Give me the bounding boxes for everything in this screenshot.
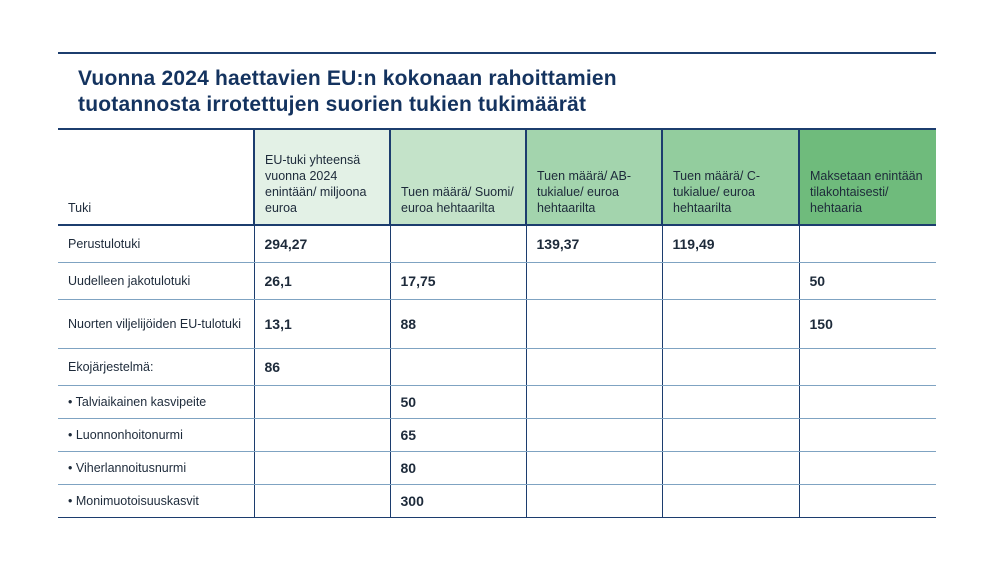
cell-ab-area — [526, 386, 662, 419]
table-row — [58, 263, 936, 300]
header-amount-finland: Tuen määrä/ Suomi/ euroa hehtaarilta — [390, 129, 526, 225]
cell-max-hectares — [799, 485, 936, 518]
header-tuki: Tuki — [58, 129, 254, 225]
cell-c-area — [662, 419, 799, 452]
support-amounts-table — [58, 128, 936, 518]
cell-eu-total: 26,1 — [254, 263, 390, 300]
table-row — [58, 419, 936, 452]
cell-finland — [390, 349, 526, 386]
cell-max-hectares — [799, 452, 936, 485]
cell-finland: 300 — [390, 485, 526, 518]
header-max-hectares: Maksetaan enintään tilakohtaisesti/ hehtaaria — [799, 129, 936, 225]
cell-max-hectares: 150 — [799, 300, 936, 349]
cell-ab-area: 139,37 — [526, 225, 662, 263]
cell-finland: 80 — [390, 452, 526, 485]
cell-ab-area — [526, 419, 662, 452]
cell-max-hectares — [799, 349, 936, 386]
row-label: • Viherlannoitusnurmi — [58, 452, 254, 485]
title-line-1: Vuonna 2024 haettavien EU:n kokonaan rahoittamien — [78, 67, 617, 90]
cell-eu-total: 86 — [254, 349, 390, 386]
cell-finland: 17,75 — [390, 263, 526, 300]
cell-finland: 50 — [390, 386, 526, 419]
cell-ab-area — [526, 452, 662, 485]
header-amount-ab-area: Tuen määrä/ AB-tukialue/ euroa hehtaarilta — [526, 129, 662, 225]
cell-eu-total — [254, 386, 390, 419]
cell-c-area — [662, 452, 799, 485]
cell-finland — [390, 225, 526, 263]
row-label: • Luonnonhoitonurmi — [58, 419, 254, 452]
table-row — [58, 386, 936, 419]
row-label: Ekojärjestelmä: — [58, 349, 254, 386]
cell-c-area — [662, 485, 799, 518]
table-header-row — [58, 129, 936, 225]
header-amount-c-area: Tuen määrä/ C-tukialue/ euroa hehtaarilta — [662, 129, 799, 225]
table-row — [58, 225, 936, 263]
header-eu-support-total: EU-tuki yhteensä vuonna 2024 enintään/ miljoona euroa — [254, 129, 390, 225]
cell-c-area: 119,49 — [662, 225, 799, 263]
cell-eu-total: 294,27 — [254, 225, 390, 263]
cell-finland: 88 — [390, 300, 526, 349]
row-label: • Monimuotoisuuskasvit — [58, 485, 254, 518]
row-label: • Talviaikainen kasvipeite — [58, 386, 254, 419]
title-line-2: tuotannosta irrotettujen suorien tukien tukimäärät — [78, 93, 587, 116]
cell-eu-total — [254, 452, 390, 485]
cell-ab-area — [526, 300, 662, 349]
support-table-panel — [58, 52, 936, 518]
table-row — [58, 485, 936, 518]
cell-max-hectares — [799, 419, 936, 452]
cell-c-area — [662, 263, 799, 300]
row-label: Nuorten viljelijöiden EU-tulotuki — [58, 300, 254, 349]
page-title — [58, 54, 936, 128]
cell-c-area — [662, 300, 799, 349]
cell-max-hectares — [799, 386, 936, 419]
cell-max-hectares — [799, 225, 936, 263]
cell-ab-area — [526, 485, 662, 518]
cell-ab-area — [526, 263, 662, 300]
cell-c-area — [662, 349, 799, 386]
table-row — [58, 349, 936, 386]
cell-finland: 65 — [390, 419, 526, 452]
cell-eu-total — [254, 419, 390, 452]
cell-c-area — [662, 386, 799, 419]
table-row — [58, 300, 936, 349]
cell-eu-total — [254, 485, 390, 518]
row-label: Perustulotuki — [58, 225, 254, 263]
cell-max-hectares: 50 — [799, 263, 936, 300]
cell-eu-total: 13,1 — [254, 300, 390, 349]
row-label: Uudelleen jakotulotuki — [58, 263, 254, 300]
table-row — [58, 452, 936, 485]
cell-ab-area — [526, 349, 662, 386]
